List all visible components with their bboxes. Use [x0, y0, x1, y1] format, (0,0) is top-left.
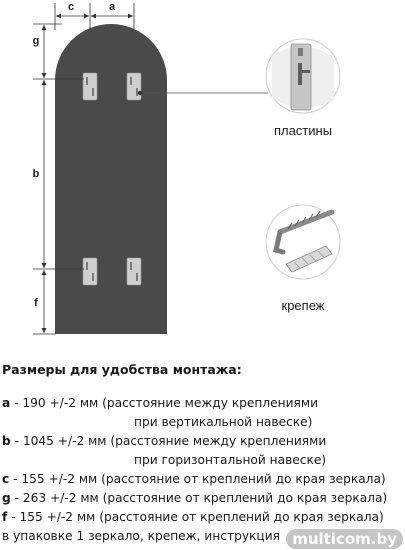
dimension-g-line: [42, 25, 47, 78]
spec-key: c: [2, 472, 10, 486]
dimension-a-label: a: [108, 1, 116, 13]
spec-f: [2, 508, 402, 527]
spec-key: f: [2, 510, 8, 524]
fasteners-caption: крепеж: [281, 298, 325, 313]
spec-c: [2, 470, 402, 489]
spec-a: [2, 394, 402, 432]
plate-detail-icon: [266, 39, 340, 113]
spec-text: - 263 +/-2 мм (расстояние от креплений до края зеркала): [10, 491, 388, 505]
top-right-plate: [127, 73, 141, 100]
mounting-specs: [2, 362, 402, 546]
dimension-b-line: [42, 80, 47, 268]
spec-text: - 1045 +/-2 мм (расстояние между креплениями: [10, 434, 327, 448]
spec-b: [2, 432, 402, 470]
spec-text-continued: при вертикальной навеске): [134, 415, 313, 429]
dimension-b-label: b: [32, 168, 40, 180]
spec-key: b: [2, 434, 11, 448]
dimension-g-label: g: [32, 35, 40, 47]
bottom-right-plate: [127, 258, 141, 285]
dimension-c-line: [56, 14, 89, 19]
spec-key: a: [2, 396, 11, 410]
mirror-shape: [55, 24, 167, 334]
dimension-f-label: f: [34, 297, 38, 309]
fasteners-icon: [266, 205, 340, 279]
specs-title: Размеры для удобства монтажа:: [2, 362, 242, 377]
spec-text: - 155 +/-2 мм (расстояние от креплений до края зеркала): [9, 472, 386, 486]
dimension-c-label: c: [67, 1, 75, 13]
dimension-f-line: [42, 270, 47, 333]
spec-key: g: [2, 491, 11, 505]
spec-text-continued: при горизонтальной навеске): [134, 453, 327, 467]
dimension-a-line: [91, 14, 133, 19]
bottom-left-plate: [83, 258, 97, 285]
plates-caption: пластины: [273, 123, 333, 138]
spec-text: - 190 +/-2 мм (расстояние между креплениями: [10, 396, 319, 410]
spec-text: - 155 +/-2 мм (расстояние от креплений до края зеркала): [7, 510, 384, 524]
watermark: multicom.by: [286, 529, 403, 549]
package-contents: в упаковке 1 зеркало, крепеж, инструкция: [2, 529, 280, 543]
top-left-plate: [83, 73, 97, 100]
spec-g: [2, 489, 402, 508]
